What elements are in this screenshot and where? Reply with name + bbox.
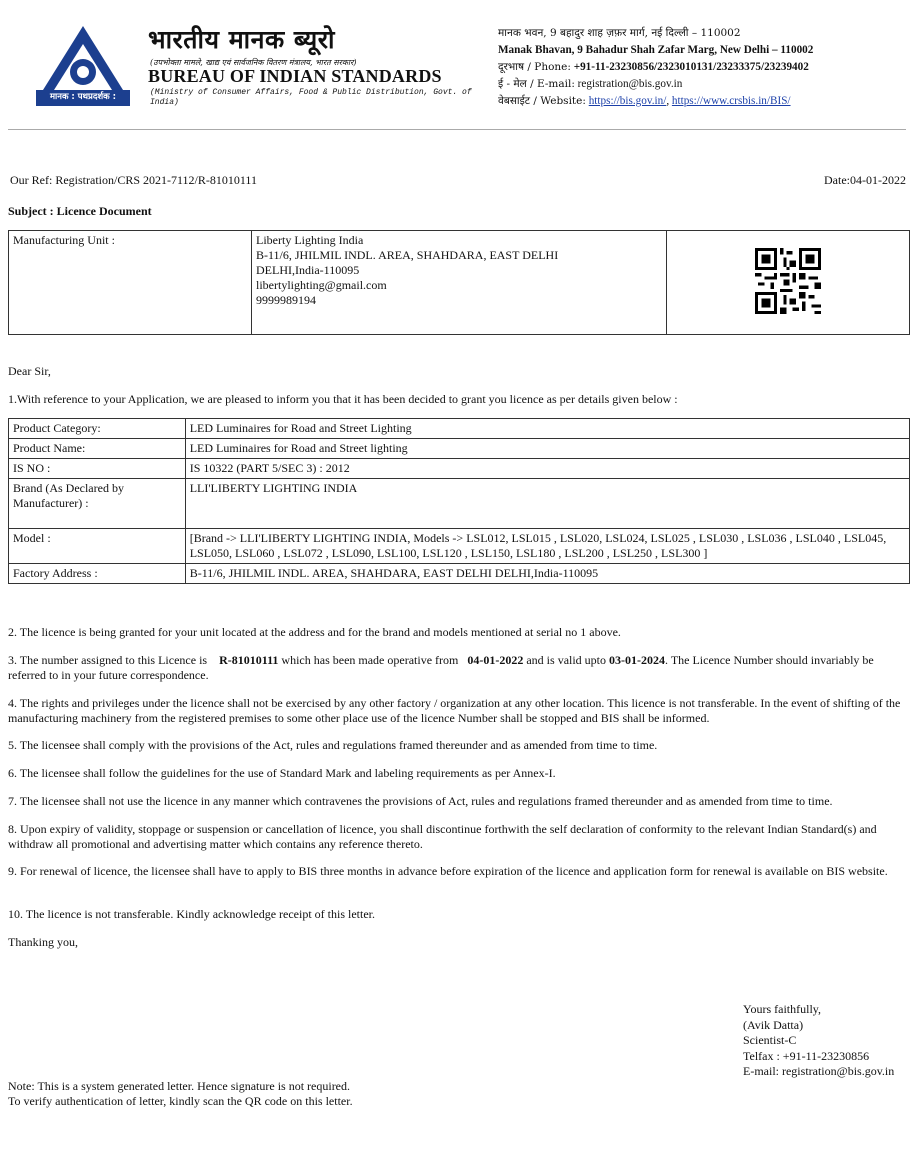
unit-table	[8, 230, 910, 335]
reference-number: Our Ref: Registration/CRS 2021-7112/R-81010111	[10, 173, 257, 187]
paragraph-2: 2. The licence is being granted for your unit located at the address and for the brand and models mentioned at serial no 1 above.	[8, 625, 621, 639]
paragraph-10: 10. The licence is not transferable. Kindly acknowledge receipt of this letter.	[8, 907, 375, 921]
logo-motto: मानक : पथप्रदर्शक :	[49, 92, 117, 102]
website-link-2[interactable]: https://www.crsbis.in/BIS/	[671, 95, 791, 107]
hindi-title: भारतीय मानक ब्यूरो	[148, 25, 335, 54]
qr-cell	[667, 231, 910, 335]
footer-note: Note: This is a system generated letter. Hence signature is not required. To verify authentication of letter, kindly scan the QR code on this letter.	[8, 1079, 353, 1108]
table-row: Factory Address : B-11/6, JHILMIL INDL. AREA, SHAHDARA, EAST DELHI DELHI,India-110095	[9, 564, 910, 584]
table-row: Product Name: LED Luminaires for Road and Street lighting	[9, 439, 910, 459]
paragraph-4: 4. The rights and privileges under the licence shall not be exercised by any other factory / organization at any other location. This licence is not transferable. In the event of shifting of the manufacturing machinery from the registered premises to some other place use of the licence Number shall be stopped and BIS shall be informed.	[8, 696, 901, 725]
unit-label: Manufacturing Unit :	[9, 231, 252, 335]
qr-code-icon	[745, 248, 831, 314]
paragraph-8: 8. Upon expiry of validity, stoppage or suspension or cancellation of licence, you shall discontinue forthwith the self declaration of conformity to the relevant Indian Standard(s) and withdraw all promotional and advertising matter which contains any reference thereto.	[8, 822, 877, 851]
hindi-ministry: (उपभोक्ता मामले, खाद्य एवं सार्वजनिक वितरण मंत्रालय, भारत सरकार)	[150, 58, 357, 67]
bis-logo	[34, 22, 132, 110]
address-english: Manak Bhavan, 9 Bahadur Shah Zafar Marg, New Delhi – 110002	[498, 44, 814, 56]
ministry-line: (Ministry of Consumer Affairs, Food & Public Distribution, Govt. of India)	[150, 88, 472, 107]
header-divider	[8, 129, 906, 130]
subject-line: Subject : Licence Document	[8, 204, 152, 218]
table-row: Product Category: LED Luminaires for Road and Street Lighting	[9, 419, 910, 439]
table-row: IS NO : IS 10322 (PART 5/SEC 3) : 2012	[9, 459, 910, 479]
unit-details: Liberty Lighting India B-11/6, JHILMIL INDL. AREA, SHAHDARA, EAST DELHI DELHI,India-110095 libertylighting@gmail.com 9999989194	[252, 231, 667, 335]
table-row: Model : [Brand -> LLI'LIBERTY LIGHTING INDIA, Models -> LSL012, LSL015 , LSL020, LSL024, LSL025 , LSL030 , LSL036 , LSL040 , LSL045, LSL050, LSL060 , LSL072 , LSL090, LSL100, LSL120 , LSL150, LSL180 , LSL200 , LSL250 , LSL300 ]	[9, 529, 910, 564]
website-line: वेबसाईट / Website: https://bis.gov.in/, https://www.crsbis.in/BIS/	[498, 95, 791, 107]
email-line: ई - मेल / E-mail: registration@bis.gov.in	[498, 78, 683, 90]
paragraph-1: 1.With reference to your Application, we are pleased to inform you that it has been decided to grant you licence as per details given below :	[8, 392, 678, 406]
signature-block: Yours faithfully, (Avik Datta) Scientist-C Telfax : +91-11-23230856 E-mail: registration@bis.gov.in	[743, 1002, 895, 1078]
address-hindi: मानक भवन, 9 बहादुर शाह ज़फ़र मार्ग, नई दिल्ली – 110002	[498, 27, 741, 39]
table-row: Brand (As Declared by Manufacturer) : LLI'LIBERTY LIGHTING INDIA	[9, 479, 910, 529]
paragraph-6: 6. The licensee shall follow the guidelines for the use of Standard Mark and labeling requirements as per Annex-I.	[8, 766, 556, 780]
salutation: Dear Sir,	[8, 364, 51, 378]
website-link-1[interactable]: https://bis.gov.in/	[588, 95, 667, 107]
paragraph-7: 7. The licensee shall not use the licence in any manner which contravenes the provisions of Act, rules and regulations framed thereunder and as amended from time to time.	[8, 794, 833, 808]
paragraph-9: 9. For renewal of licence, the licensee shall have to apply to BIS three months in advance before expiration of the licence and application form for renewal is available on BIS website.	[8, 864, 888, 878]
paragraph-3: 3. The number assigned to this Licence is R-81010111 which has been made operative from 04-01-2022 and is valid upto 03-01-2024. The Licence Number should invariably be referred to in your future correspondence.	[8, 653, 874, 682]
paragraph-5: 5. The licensee shall comply with the provisions of the Act, rules and regulations framed thereunder and as amended from time to time.	[8, 738, 658, 752]
licence-details-table	[8, 418, 910, 584]
english-title: BUREAU OF INDIAN STANDARDS	[148, 66, 442, 86]
contact-block	[498, 25, 813, 110]
letter-date: Date:04-01-2022	[824, 173, 906, 187]
phone-line: दूरभाष / Phone: +91-11-23230856/2323010131/23233375/23239402	[498, 61, 809, 73]
thanking-line: Thanking you,	[8, 935, 78, 949]
